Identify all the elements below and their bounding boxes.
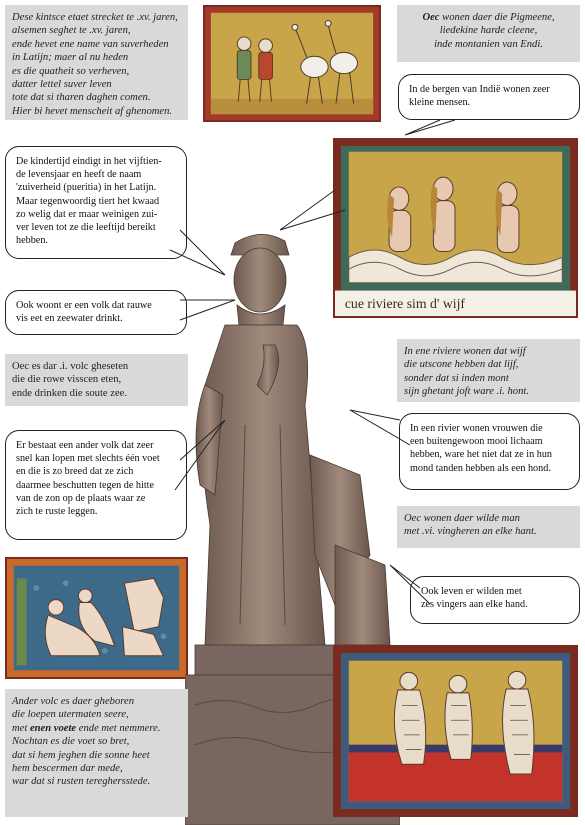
- verse-line: datter lettel suver leven: [12, 79, 112, 91]
- verse-line: [404, 11, 573, 24]
- bubble-line: ver leven tot ze die leeftijd bereikt: [16, 222, 156, 234]
- bubble-one-foot: [5, 430, 187, 540]
- verse-line: Nochtan es die voet so bret,: [12, 736, 130, 748]
- bubble-line: snel kan lopen met slechts één voet: [16, 453, 160, 465]
- verse-line: [12, 722, 181, 735]
- miniature-wild-men: [333, 645, 578, 817]
- bubble-line: zo welig dat er maar weinigen zui-: [16, 208, 158, 220]
- verse-line: die utscone hebben dat lijf,: [404, 359, 519, 371]
- verse-one-foot: [5, 689, 188, 817]
- bubble-six-fingers: [410, 576, 580, 624]
- bubble-river-women: [399, 413, 580, 490]
- bubble-line: zes vingers aan elke hand.: [421, 599, 528, 611]
- verse-line: liedekine harde cleene,: [439, 25, 538, 37]
- verse-emphasis: enen voete: [29, 722, 77, 734]
- bubble-line: Ook woont er een volk dat rauwe: [16, 300, 152, 311]
- verse-line: dat si hem jeghen die sonne heet: [12, 749, 150, 761]
- bubble-line: Ook leven er wilden met: [421, 586, 522, 597]
- verse-line: Oec wonen daer wilde man: [404, 513, 520, 524]
- bubble-line: Er bestaat een ander volk dat zeer: [16, 440, 154, 451]
- bubble-raw-fish: [5, 290, 187, 335]
- bubble-line: hebben.: [16, 235, 48, 247]
- verse-line: Ander volc es daer gheboren: [12, 696, 134, 707]
- bubble-line: zich te ruste leggen.: [16, 506, 98, 518]
- river-caption: cue riviere sim d' wijf: [344, 296, 466, 312]
- verse-line: die loepen utermaten seere,: [12, 709, 129, 721]
- verse-line: sijn ghetant joft ware .i. hont.: [404, 386, 529, 398]
- bubble-line: de levensjaar en heeft de naam: [16, 169, 142, 181]
- one-footed-illustration: [7, 559, 186, 677]
- bubble-line: vis eet en zeewater drinkt.: [16, 313, 123, 325]
- bubble-line: 'zuiverheid (pueritia) in het Latijn.: [16, 182, 157, 194]
- verse-line: sonder dat si inden mont: [404, 372, 509, 384]
- bubble-line: In de bergen van Indië wonen zeer: [409, 84, 550, 95]
- verse-pygmies: [397, 5, 580, 62]
- verse-river-women: [397, 339, 580, 402]
- verse-text: ende met nemmere.: [76, 722, 161, 734]
- verse-line: tote dat si tharen daghen comen.: [12, 92, 151, 104]
- verse-childhood: [5, 5, 188, 120]
- verse-text: met: [12, 722, 30, 734]
- verse-line: war dat si rusten tereghersstede.: [12, 776, 151, 788]
- bubble-line: In een rivier wonen vrouwen die: [410, 423, 543, 434]
- verse-line: in Latijn; maer al nu heden: [12, 52, 129, 64]
- verse-line: In ene riviere wonen dat wijf: [404, 346, 526, 357]
- verse-line: alsemen seghet te .xv. jaren,: [12, 25, 131, 37]
- verse-line: ende hevet ene name van suverheden: [12, 38, 169, 50]
- bubble-childhood: [5, 146, 187, 259]
- bubble-line: Maar tegenwoordig tiert het kwaad: [16, 195, 160, 207]
- verse-line: es die quatheit so verheven,: [12, 65, 130, 77]
- verse-first-rest: wonen daer die Pigmeene,: [439, 12, 555, 23]
- pygmies-illustration: [205, 7, 379, 120]
- bubble-line: een buitengewoon mooi lichaam: [410, 436, 543, 448]
- wild-men-illustration: [335, 647, 576, 815]
- miniature-pygmies-cranes: [203, 5, 381, 122]
- verse-line: hem bescermen dar mede,: [12, 763, 123, 775]
- bubble-line: De kindertijd eindigt in het vijftien-: [16, 156, 162, 167]
- verse-line: inde montanien van Endi.: [434, 38, 543, 50]
- verse-line: Oec es dar .i. volc gheseten: [12, 361, 129, 372]
- verse-line: met .vi. vingheren an elke hant.: [404, 526, 537, 538]
- verse-wild-men: [397, 506, 580, 548]
- bubble-line: en die is zo breed dat ze zich: [16, 466, 134, 478]
- bubble-line: hebben, ware het niet dat ze in hun: [410, 449, 553, 461]
- verse-line: Dese kintsce etaet strecket te .xv. jaren,: [12, 12, 178, 23]
- verse-raw-fish: [5, 354, 188, 406]
- verse-line: die die rowe visscen eten,: [12, 374, 122, 386]
- bubble-line: mond tanden hebben als een hond.: [410, 462, 551, 474]
- bubble-pygmies: [398, 74, 580, 120]
- bubble-line: kleine mensen.: [409, 97, 471, 109]
- bubble-line: van de zon op de plaats waar ze: [16, 492, 146, 504]
- verse-line: Hier bi hevet menscheit af ghenomen.: [12, 105, 173, 117]
- miniature-one-footed: [5, 557, 188, 679]
- verse-first-word: Oec: [422, 12, 440, 23]
- verse-line: ende drinken die soute zee.: [12, 387, 128, 399]
- bubble-line: daarmee beschutten tegen de hitte: [16, 479, 155, 491]
